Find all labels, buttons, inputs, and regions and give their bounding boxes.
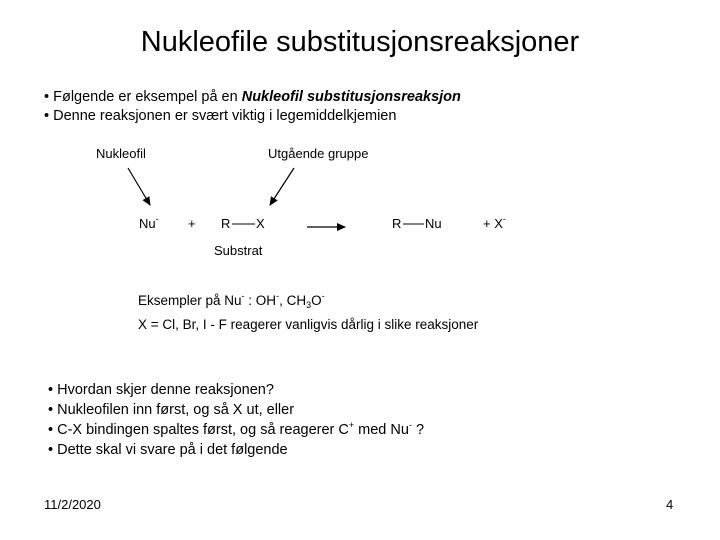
leaving-anion-symbol: + X	[483, 216, 503, 231]
page-number: 4	[666, 497, 674, 512]
bullet-text: Nukleofilen inn først, og så X ut, eller	[57, 402, 295, 418]
ch3-subscript: 3	[306, 300, 312, 310]
bullet-marker: •	[48, 382, 54, 398]
cation-charge: +	[348, 420, 355, 430]
leaving-group-label: Utgående gruppe	[268, 146, 369, 161]
slide-title: Nukleofile substitusjonsreaksjoner	[140, 26, 580, 58]
leaving-anion-charge: -	[502, 214, 506, 224]
bullet-marker: •	[48, 442, 54, 458]
bullet-line	[48, 440, 424, 460]
x-group: X	[256, 216, 265, 231]
bullet-marker: •	[48, 402, 54, 418]
footer-date: 11/2/2020	[44, 497, 101, 512]
nucleophile-formula	[139, 216, 159, 232]
leaving-group-arrow	[270, 168, 294, 205]
product-nu: Nu	[425, 216, 442, 231]
bullet-text: Følgende er eksempel på en	[53, 89, 242, 105]
o-charge: -	[321, 291, 325, 301]
emphasized-term: Nukleofil substitusjonsreaksjon	[241, 89, 461, 105]
bullet-text-mid: med Nu	[354, 422, 409, 438]
leaving-anion	[483, 216, 506, 232]
bullet-text: Dette skal vi svare på i det følgende	[57, 442, 288, 458]
bullet-line	[48, 400, 424, 420]
r-group: R	[221, 216, 231, 231]
examples-oh: : OH	[244, 293, 277, 308]
substrate-label: Substrat	[214, 243, 263, 258]
plus-sign: +	[188, 216, 196, 231]
bullet-text: C-X bindingen spaltes først, og så reagerer C	[57, 422, 349, 438]
bullet-text-end: ?	[411, 422, 425, 438]
examples-prefix: Eksempler på Nu	[138, 293, 242, 308]
nucleophile-label: Nukleofil	[96, 146, 146, 161]
bullet-line	[48, 380, 424, 400]
question-bullets	[48, 380, 424, 460]
bullet-text: Hvordan skjer denne reaksjonen?	[57, 382, 274, 398]
halogens-line: X = Cl, Br, I - F reagerer vanligvis dårlig i slike reaksjoner	[138, 317, 479, 332]
nucleophile-arrow	[128, 168, 150, 205]
anion-charge: -	[408, 420, 412, 430]
product-r: R	[392, 216, 402, 231]
bullet-line	[48, 420, 424, 440]
bullet-marker: •	[44, 108, 50, 124]
nu-symbol: Nu	[139, 216, 156, 231]
examples-o: O	[311, 293, 322, 308]
nu-charge: -	[155, 214, 159, 224]
examples-line	[138, 293, 325, 309]
examples-ch: , CH	[279, 293, 307, 308]
bullet-marker: •	[44, 89, 50, 105]
oh-charge: -	[276, 291, 280, 301]
bullet-marker: •	[48, 422, 54, 438]
nu-charge: -	[241, 291, 245, 301]
bullet-text: Denne reaksjonen er svært viktig i legemiddelkjemien	[53, 108, 397, 124]
